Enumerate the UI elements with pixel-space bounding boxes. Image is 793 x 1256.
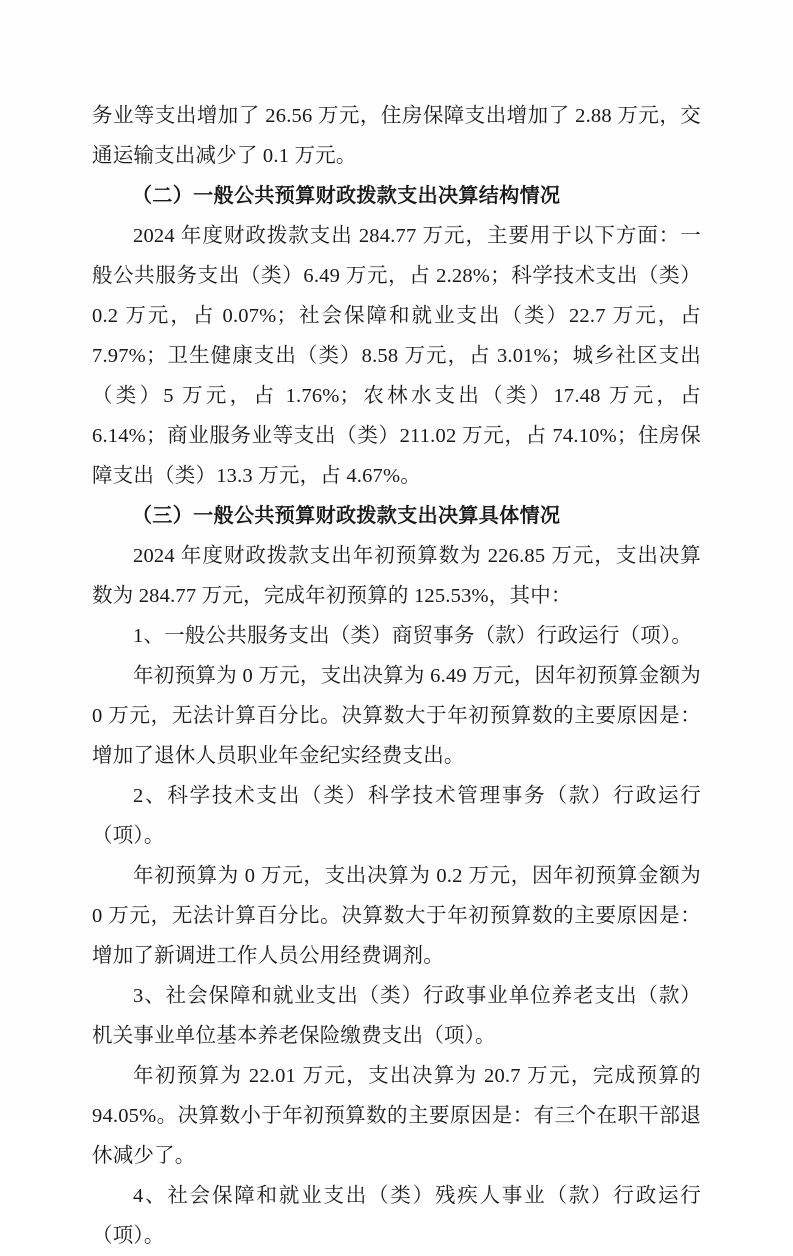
document-body — [92, 96, 701, 1256]
paragraph-item-4-title: 4、社会保障和就业支出（类）残疾人事业（款）行政运行（项）。 — [92, 1185, 701, 1247]
paragraph-item-3-title: 3、社会保障和就业支出（类）行政事业单位养老支出（款）机关事业单位基本养老保险缴费支出（项）。 — [92, 985, 701, 1047]
paragraph-structure-detail: 2024 年度财政拨款支出 284.77 万元，主要用于以下方面：一般公共服务支出（类）6.49 万元，占 2.28%；科学技术支出（类）0.2 万元，占 0.07%；社会保障和就业支出（类）22.7 万元，占 7.97%；卫生健康支出（类）8.58 万元，占 3.01%；城乡社区支出（类）5 万元，占 1.76%；农林水支出（类）17.48 万元，占 6.14%；商业服务业等支出（类）211.02 万元，占 74.10%；住房保障支出（类）13.3 万元，占 4.67%。 — [92, 225, 701, 487]
paragraph-specific-intro: 2024 年度财政拨款支出年初预算数为 226.85 万元，支出决算数为 284.77 万元，完成年初预算的 125.53%，其中： — [92, 545, 701, 607]
paragraph-item-3-detail: 年初预算为 22.01 万元，支出决算为 20.7 万元，完成预算的 94.05%。决算数小于年初预算数的主要原因是：有三个在职干部退休减少了。 — [92, 1065, 701, 1167]
paragraph-continued-expenditure: 务业等支出增加了 26.56 万元，住房保障支出增加了 2.88 万元，交通运输支出减少了 0.1 万元。 — [92, 105, 701, 167]
paragraph-item-2-title: 2、科学技术支出（类）科学技术管理事务（款）行政运行（项）。 — [92, 785, 701, 847]
paragraph-item-1-title: 1、一般公共服务支出（类）商贸事务（款）行政运行（项）。 — [133, 625, 693, 647]
paragraph-item-2-detail: 年初预算为 0 万元，支出决算为 0.2 万元，因年初预算金额为 0 万元，无法计算百分比。决算数大于年初预算数的主要原因是：增加了新调进工作人员公用经费调剂。 — [92, 865, 701, 967]
heading-structure-section: （二）一般公共预算财政拨款支出决算结构情况 — [132, 185, 561, 207]
paragraph-item-1-detail: 年初预算为 0 万元，支出决算为 6.49 万元，因年初预算金额为 0 万元，无法计算百分比。决算数大于年初预算数的主要原因是：增加了退休人员职业年金纪实经费支出。 — [92, 665, 701, 767]
heading-specific-section: （三）一般公共预算财政拨款支出决算具体情况 — [132, 505, 561, 527]
